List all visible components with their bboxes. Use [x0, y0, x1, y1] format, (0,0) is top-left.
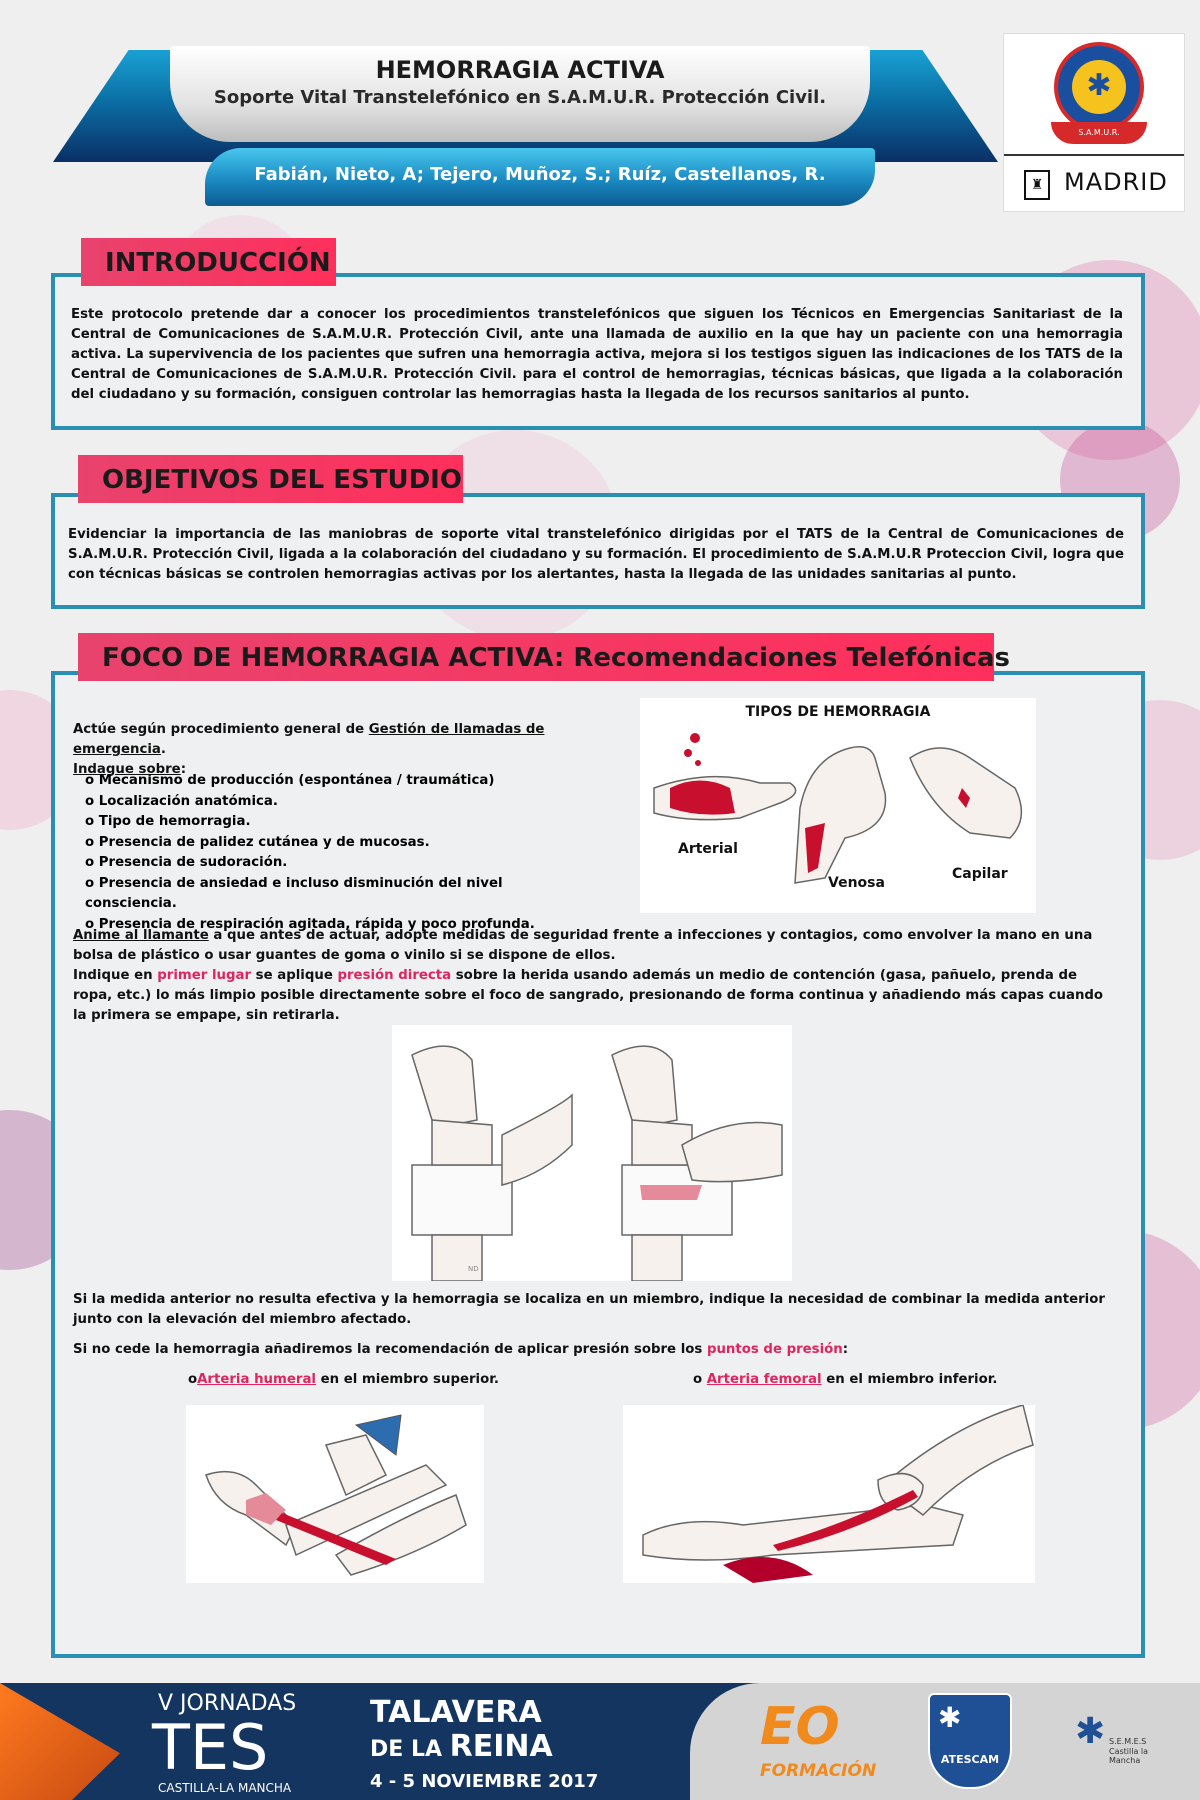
- pressure-points-paragraph: Si no cede la hemorragia añadiremos la recomendación de aplicar presión sobre los puntos de presión:: [73, 1342, 849, 1357]
- direct-pressure-illustration: [392, 1025, 792, 1281]
- encourage-caller-link[interactable]: Anime al llamante: [73, 928, 209, 943]
- humeral-artery-link[interactable]: Arteria humeral: [197, 1372, 316, 1387]
- intro-text: Este protocolo pretende dar a conocer los procedimientos transtelefónicos que siguen los Técnicos en Emergencias Sanitariast de la Central de Comunicaciones de S.A.M.U.R. Protección Civil, ante una llamada de auxilio en la que hay un paciente con una hemorragia activa. La supervivencia de los pacientes que sufren una hemorragia activa, mejora si los testigos siguen las indicaciones de los TATS de la Central de Comunicaciones de S.A.M.U.R. Protección Civil. para el control de hemorragias, técnicas básicas, que ligada a la colaboración del ciudadano y su formación, consiguen controlar las hemorragias hasta la llegada de los recursos sanitarios al punto.: [71, 307, 1123, 402]
- hemorrhage-types-illustration: [640, 698, 1036, 913]
- eo-formacion-logo: [760, 1693, 877, 1788]
- atescam-label: ATESCAM: [940, 1753, 1000, 1766]
- list-item: o Localización anatómica.: [85, 793, 278, 809]
- footer-orange-accent: [0, 1683, 120, 1800]
- sponsors-area: [690, 1683, 1200, 1800]
- madrid-wordmark: MADRID: [1064, 168, 1168, 196]
- nd-signature: ND: [468, 1265, 479, 1273]
- focus-heading: FOCO DE HEMORRAGIA ACTIVA: Recomendaciones Telefónicas: [102, 643, 1011, 673]
- formacion-wordmark: FORMACIÓN: [760, 1761, 877, 1781]
- star-of-life-icon: ✱: [938, 1701, 962, 1734]
- region-label: CASTILLA-LA MANCHA: [158, 1781, 292, 1795]
- semes-label: S.E.M.E.S: [1109, 1737, 1147, 1746]
- poster-title: HEMORRAGIA ACTIVA: [375, 56, 665, 84]
- list-item: o Mecanismo de producción (espontánea / traumática): [85, 773, 495, 788]
- city-line-2: DE LA REINA: [370, 1729, 553, 1764]
- humeral-artery-illustration: [186, 1405, 484, 1583]
- star-of-life-icon: ✱: [1072, 60, 1126, 114]
- emergency-calls-link[interactable]: Gestión de llamadas de emergencia: [73, 722, 545, 757]
- star-of-life-icon: ✱: [1075, 1711, 1106, 1752]
- femoral-artery-link[interactable]: Arteria femoral: [706, 1372, 822, 1387]
- eo-wordmark: EO: [760, 1697, 840, 1757]
- direct-pressure-drawing: [392, 1025, 792, 1281]
- femoral-caption: o Arteria femoral en el miembro inferior.: [693, 1372, 998, 1387]
- label-venosa: Venosa: [828, 875, 885, 891]
- poster-subtitle: Soporte Vital Transtelefónico en S.A.M.U.R. Protección Civil.: [213, 87, 827, 108]
- tes-logo: TES: [152, 1711, 269, 1784]
- list-item: o Presencia de ansiedad e incluso disminución del nivel consciencia.: [85, 875, 503, 911]
- label-arterial: Arterial: [678, 841, 738, 857]
- femoral-artery-drawing: [623, 1405, 1035, 1583]
- objectives-tab: [78, 455, 463, 503]
- femoral-artery-illustration: [623, 1405, 1035, 1583]
- hemorrhage-types-title: TIPOS DE HEMORRAGIA: [745, 704, 931, 720]
- jornadas-label: V JORNADAS: [158, 1691, 297, 1716]
- humeral-artery-drawing: [186, 1405, 484, 1583]
- poster-header: [45, 30, 1000, 215]
- city-line-1: TALAVERA: [370, 1695, 542, 1730]
- list-item: o Presencia de sudoración.: [85, 855, 288, 870]
- inquiry-list: [85, 771, 555, 935]
- humeral-caption: oArteria humeral en el miembro superior.: [188, 1372, 499, 1387]
- elevation-paragraph: Si la medida anterior no resulta efectiva y la hemorragia se localiza en un miembro, indique la necesidad de combinar la medida anterior junto con la elevación del miembro afectado.: [73, 1292, 1105, 1327]
- list-item: o Tipo de hemorragia.: [85, 814, 251, 829]
- intro-heading: INTRODUCCIÓN: [105, 248, 331, 278]
- event-footer: [0, 1683, 1200, 1800]
- focus-tab: [78, 633, 1011, 681]
- madrid-crest-icon: ♜: [1024, 170, 1050, 200]
- semes-region-label: Castilla la Mancha: [1109, 1747, 1149, 1765]
- samur-logo-icon: [1054, 42, 1144, 132]
- focus-intro-line: Actúe según procedimiento general de Gestión de llamadas de emergencia. Indague sobre:: [73, 722, 545, 777]
- atescam-logo: [928, 1693, 1012, 1789]
- inquire-label: Indague sobre: [73, 762, 181, 777]
- label-capilar: Capilar: [952, 866, 1008, 882]
- samur-logo-ribbon: S.A.M.U.R.: [1051, 122, 1147, 144]
- semes-logo: [1075, 1703, 1175, 1783]
- intro-tab: [81, 238, 336, 286]
- authors: Fabián, Nieto, A; Tejero, Muñoz, S.; Ruíz, Castellanos, R.: [254, 164, 826, 185]
- safety-paragraph: Anime al llamante a que antes de actuar, adopte medidas de seguridad frente a infecciones y contagios, como envolver la mano en una bolsa de plástico o usar guantes de goma o vinilo si se dispone de ellos. Indique en primer lugar se aplique presión directa sobre la herida usando además un medio de contención (gasa, pañuelo, prenda de ropa, etc.) lo más limpio posible directamente sobre el foco de sangrado, presionando de forma continua y añadiendo más capas cuando la primera se empape, sin retirarla.: [73, 928, 1104, 1023]
- list-item: o Presencia de palidez cutánea y de mucosas.: [85, 834, 430, 850]
- objectives-text: Evidenciar la importancia de las maniobras de soporte vital transtelefónico dirigidas por el TATS de la Central de Comunicaciones de S.A.M.U.R. Protección Civil, ligada a la colaboración del ciudadano y su formación. El procedimiento de S.A.M.U.R Proteccion Civil, logra que con técnicas básicas se controlen hemorragias activas por los alertantes, hasta la llegada de las unidades sanitarias al punto.: [68, 527, 1124, 582]
- event-dates: 4 - 5 NOVIEMBRE 2017: [370, 1771, 599, 1792]
- logo-divider: [1004, 154, 1184, 156]
- list-item: o Presencia de respiración agitada, rápida y poco profunda.: [85, 916, 535, 932]
- objectives-heading: OBJETIVOS DEL ESTUDIO: [102, 465, 462, 495]
- samur-madrid-logo: [1003, 33, 1185, 212]
